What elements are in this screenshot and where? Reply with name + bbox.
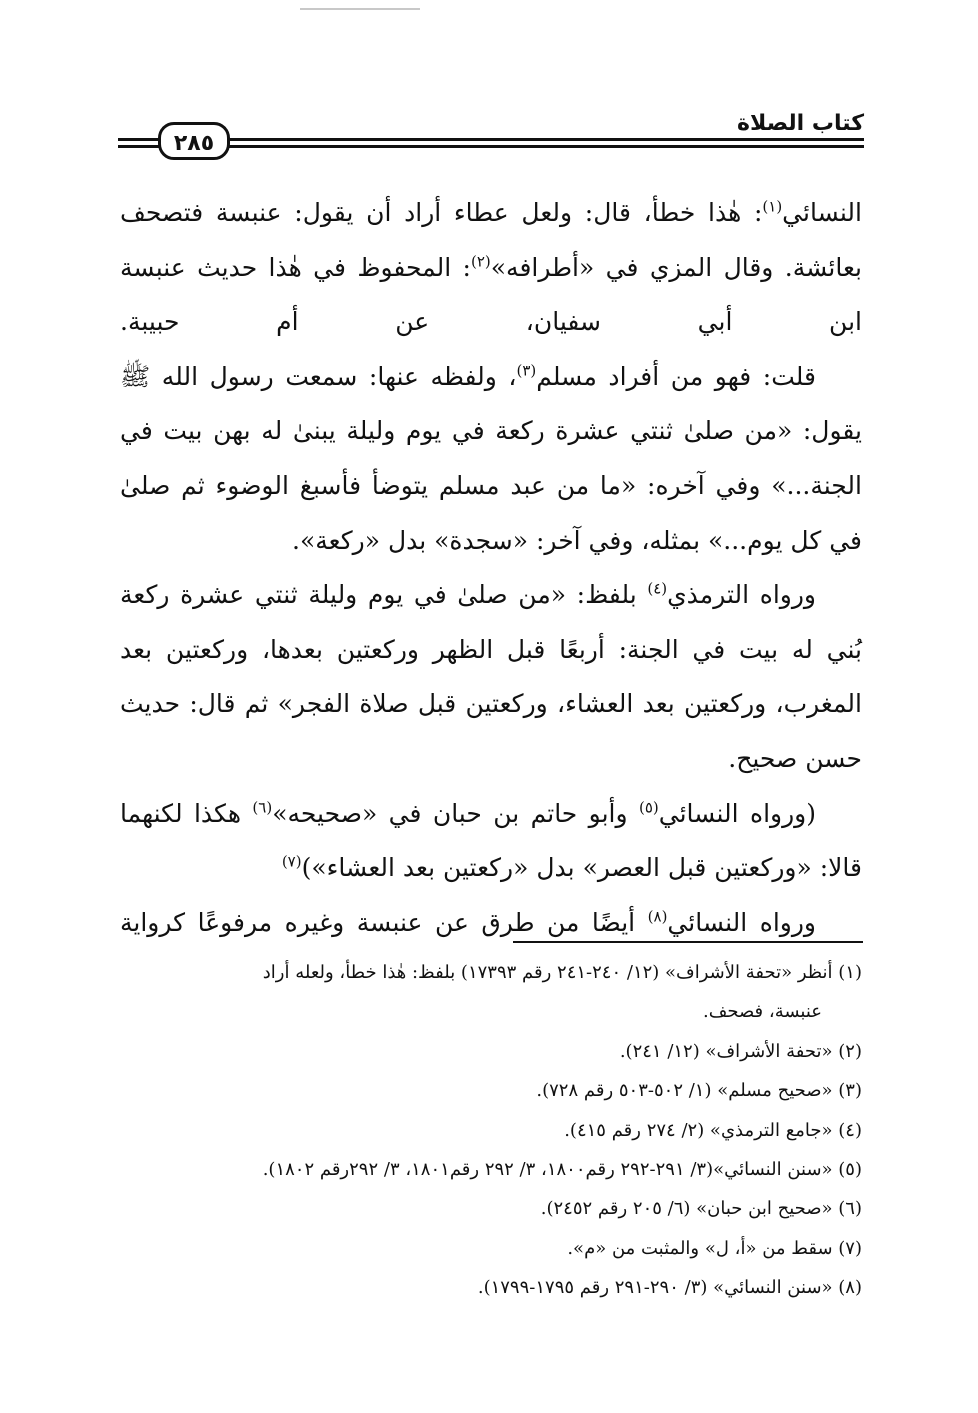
paragraph-2 — [120, 350, 862, 568]
paragraph-1-text-b: : هٰذا خطأ، قال: ولعل عطاء أراد أن يقول: عنبسة فتصحف بعائشة. وقال المزي في «أطرافه» — [120, 198, 862, 282]
footnote-ref-7: (٧) — [281, 852, 302, 871]
footnote-3: (٣) «صحيح مسلم» (١/ ٥٠٢-٥٠٣ رقم ٧٢٨). — [536, 1080, 862, 1102]
footnote-2: (٢) «تحفة الأشراف» (١٢/ ٢٤١). — [619, 1040, 862, 1062]
footnote-ref-6: (٦) — [252, 798, 273, 817]
main-text — [120, 186, 862, 950]
footnote-ref-4: (٤) — [647, 579, 668, 598]
footnotes — [120, 953, 862, 1308]
footnote-4: (٤) «جامع الترمذي» (٢/ ٢٧٤ رقم ٤١٥). — [564, 1119, 862, 1141]
paragraph-2-text-b: ، ولفظه عنها: سمعت رسول الله ﷺ يقول: «من صلىٰ ثنتي عشرة ركعة في يوم وليلة يبنىٰ له بهن بيت في الجنة...» وفي آخره: «ما من عبد مسلم يتوضأ فأسبغ الوضوء ثم صلىٰ في كل يوم...» بمثله، وفي آخر: «سجدة» بدل «ركعة». — [120, 361, 862, 555]
paragraph-3 — [120, 568, 862, 786]
footnote-ref-8: (٨) — [647, 907, 668, 926]
page-header — [118, 112, 864, 162]
footnote-5: (٥) «سنن النسائي»(٣/ ٢٩١-٢٩٢ رقم١٨٠٠، ٣/ ٢٩٢ رقم١٨٠١، ٣/ ٢٩٢رقم ١٨٠٢). — [262, 1159, 862, 1181]
footnote-ref-2: (٢) — [470, 252, 491, 271]
paragraph-1-text-a: النسائي — [782, 198, 862, 227]
paragraph-4 — [120, 787, 862, 896]
footnote-1-continuation: عنبسة، فصحف. — [702, 1001, 822, 1023]
footnote-separator — [513, 941, 863, 943]
footnote-1: (١) أنظر «تحفة الأشراف» (١٢/ ٢٤٠-٢٤١ رقم ١٧٣٩٣) بلفظ: هٰذا خطأ، ولعله أراد — [262, 962, 862, 983]
paragraph-1-text-c: : المحفوظ في هٰذا حديث عنبسة ابن أبي سفيان، عن أم حبيبة. — [120, 252, 862, 337]
book-title: كتاب الصلاة — [725, 112, 864, 136]
footnote-8: (٨) «سنن النسائي» (٣/ ٢٩٠-٢٩١ رقم ١٧٩٥-١٧٩٩). — [477, 1277, 862, 1299]
footnote-6: (٦) «صحيح ابن حبان» (٦/ ٢٠٥ رقم ٢٤٥٢). — [540, 1198, 862, 1220]
paragraph-4-text-a: (ورواه النسائي — [658, 798, 816, 828]
page-number: ٢٨٥ — [158, 122, 230, 160]
paragraph-3-text-b: بلفظ: «من صلىٰ في يوم وليلة ثنتي عشرة ركعة بُني له بيت في الجنة: أربعًا قبل الظهر وركعتين بعدها، وركعتين بعد المغرب، وركعتين بعد العشاء، وركعتين قبل صلاة الفجر» ثم قال: حديث حسن صحيح. — [120, 580, 862, 773]
footnote-ref-1: (١) — [762, 197, 783, 216]
top-scan-mark — [300, 8, 420, 10]
paragraph-4-text-b: وأبو حاتم بن حبان في «صحيحه» — [272, 798, 639, 828]
paragraph-1 — [120, 186, 862, 350]
footnote-ref-3: (٣) — [516, 361, 537, 380]
footnote-7: (٧) سقط من «أ، ل» والمثبت من «م». — [567, 1237, 862, 1259]
paragraph-2-text-a: قلت: فهو من أفراد مسلم — [536, 361, 816, 391]
paragraph-3-text-a: ورواه الترمذي — [667, 580, 816, 610]
footnote-ref-5: (٥) — [638, 798, 659, 817]
paragraph-4-text-c: هكذا لكنهما قالا: «وركعتين قبل العصر» بدل «ركعتين بعد العشاء») — [120, 798, 862, 883]
paragraph-5-text-a: ورواه النسائي — [667, 907, 817, 937]
paragraph-5-text-b: أيضًا من طرق عن عنبسة وغيره مرفوعًا كرواية — [120, 907, 648, 937]
